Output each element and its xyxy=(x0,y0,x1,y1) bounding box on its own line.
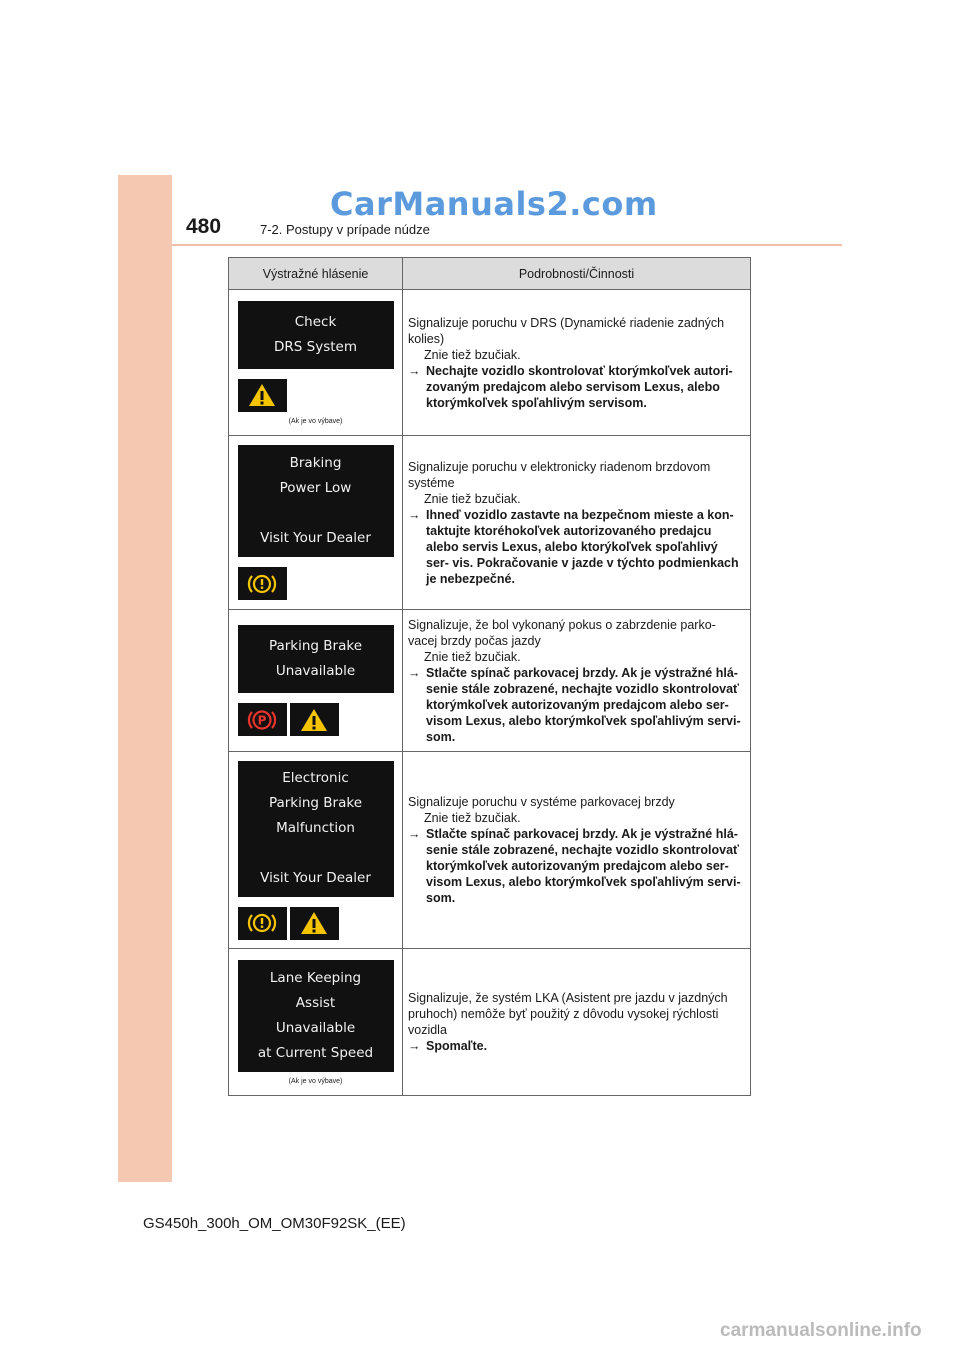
table-row xyxy=(229,436,751,610)
warning-triangle-icon xyxy=(290,907,339,940)
arrow-icon: → xyxy=(408,827,421,841)
arrow-icon: → xyxy=(408,1039,421,1053)
section-title: 7-2. Postupy v prípade núdze xyxy=(260,222,430,237)
action-text: Stlačte spínač parkovacej brzdy. Ak je výstražné hlá- senie stále zobrazené, nechajte vozidlo skontrolovať ktorýmkoľvek autorizovaným predajcom alebo ser- visom Lexus, alebo ktorýmkoľvek spoľahlivým servi- som. xyxy=(426,665,741,744)
equipment-note: (Ak je vo výbave) xyxy=(288,1077,343,1085)
arrow-icon: → xyxy=(408,665,421,680)
brake-warning-icon xyxy=(238,907,287,940)
action-text: Stlačte spínač parkovacej brzdy. Ak je výstražné hlá- senie stále zobrazené, nechajte vozidlo skontrolovať ktorýmkoľvek autorizovaným predajcom alebo ser- visom Lexus, alebo ktorýmkoľvek spoľahlivým servi- som. xyxy=(426,827,741,905)
warning-display: Braking Power Low Visit Your Dealer xyxy=(238,445,394,557)
column-header-message: Výstražné hlásenie xyxy=(229,258,403,290)
column-header-details: Podrobnosti/Činnosti xyxy=(403,258,751,290)
document-code: GS450h_300h_OM_OM30F92SK_(EE) xyxy=(143,1215,406,1232)
table-row xyxy=(229,610,751,752)
row-description: Signalizuje, že systém LKA (Asistent pre jazdu v jazdných pruhoch) nemôže byť použitý z dôvodu vysokej rýchlosti vozidla xyxy=(408,991,728,1037)
page-number: 480 xyxy=(186,215,222,238)
row-description: Signalizuje poruchu v systéme parkovacej brzdy xyxy=(408,795,675,809)
action-text: Nechajte vozidlo skontrolovať ktorýmkoľvek autori- zovaným predajcom alebo servisom Lexus, alebo ktorýmkoľvek spoľahlivým servisom. xyxy=(426,363,733,410)
svg-text:P: P xyxy=(257,713,267,727)
table-row xyxy=(229,290,751,436)
row-description: Signalizuje, že bol vykonaný pokus o zabrzdenie parko- vacej brzdy počas jazdy xyxy=(408,617,716,648)
table-row xyxy=(229,752,751,949)
buzzer-note: Znie tiež bzučiak. xyxy=(424,811,521,825)
action-text: Ihneď vozidlo zastavte na bezpečnom mieste a kon- taktujte ktoréhokoľvek autorizovaného predajcu alebo servis Lexus, alebo ktorýkoľvek spoľahlivý ser- vis. Pokračovanie v jazde v týchto podmienkach je nebezpečné. xyxy=(426,507,739,586)
arrow-icon: → xyxy=(408,507,421,522)
watermark-logo[interactable]: CarManuals2.com xyxy=(330,185,658,223)
action-text: Spomaľte. xyxy=(426,1039,488,1053)
warning-display: Parking Brake Unavailable xyxy=(238,625,394,693)
warning-display: Lane Keeping Assist Unavailable at Current Speed xyxy=(238,960,394,1072)
equipment-note: (Ak je vo výbave) xyxy=(288,417,343,425)
brake-warning-icon xyxy=(238,567,287,600)
row-description: Signalizuje poruchu v elektronicky riadenom brzdovom systéme xyxy=(408,459,711,490)
row-description: Signalizuje poruchu v DRS (Dynamické riadenie zadných kolies) xyxy=(408,315,725,346)
parking-brake-icon xyxy=(238,703,287,736)
side-tab-strip xyxy=(118,175,172,1182)
arrow-icon: → xyxy=(408,363,421,378)
table-row xyxy=(229,949,751,1096)
warning-message-table xyxy=(228,257,751,1096)
footer-watermark[interactable]: carmanualsonline.info xyxy=(720,1320,922,1341)
buzzer-note: Znie tiež bzučiak. xyxy=(424,649,521,664)
warning-display: Check DRS System xyxy=(238,301,394,369)
warning-display: Electronic Parking Brake Malfunction Visit Your Dealer xyxy=(238,761,394,897)
warning-triangle-icon xyxy=(290,703,339,736)
buzzer-note: Znie tiež bzučiak. xyxy=(424,491,521,506)
buzzer-note: Znie tiež bzučiak. xyxy=(424,347,521,362)
warning-triangle-icon xyxy=(238,379,287,412)
header-rule xyxy=(172,244,842,246)
